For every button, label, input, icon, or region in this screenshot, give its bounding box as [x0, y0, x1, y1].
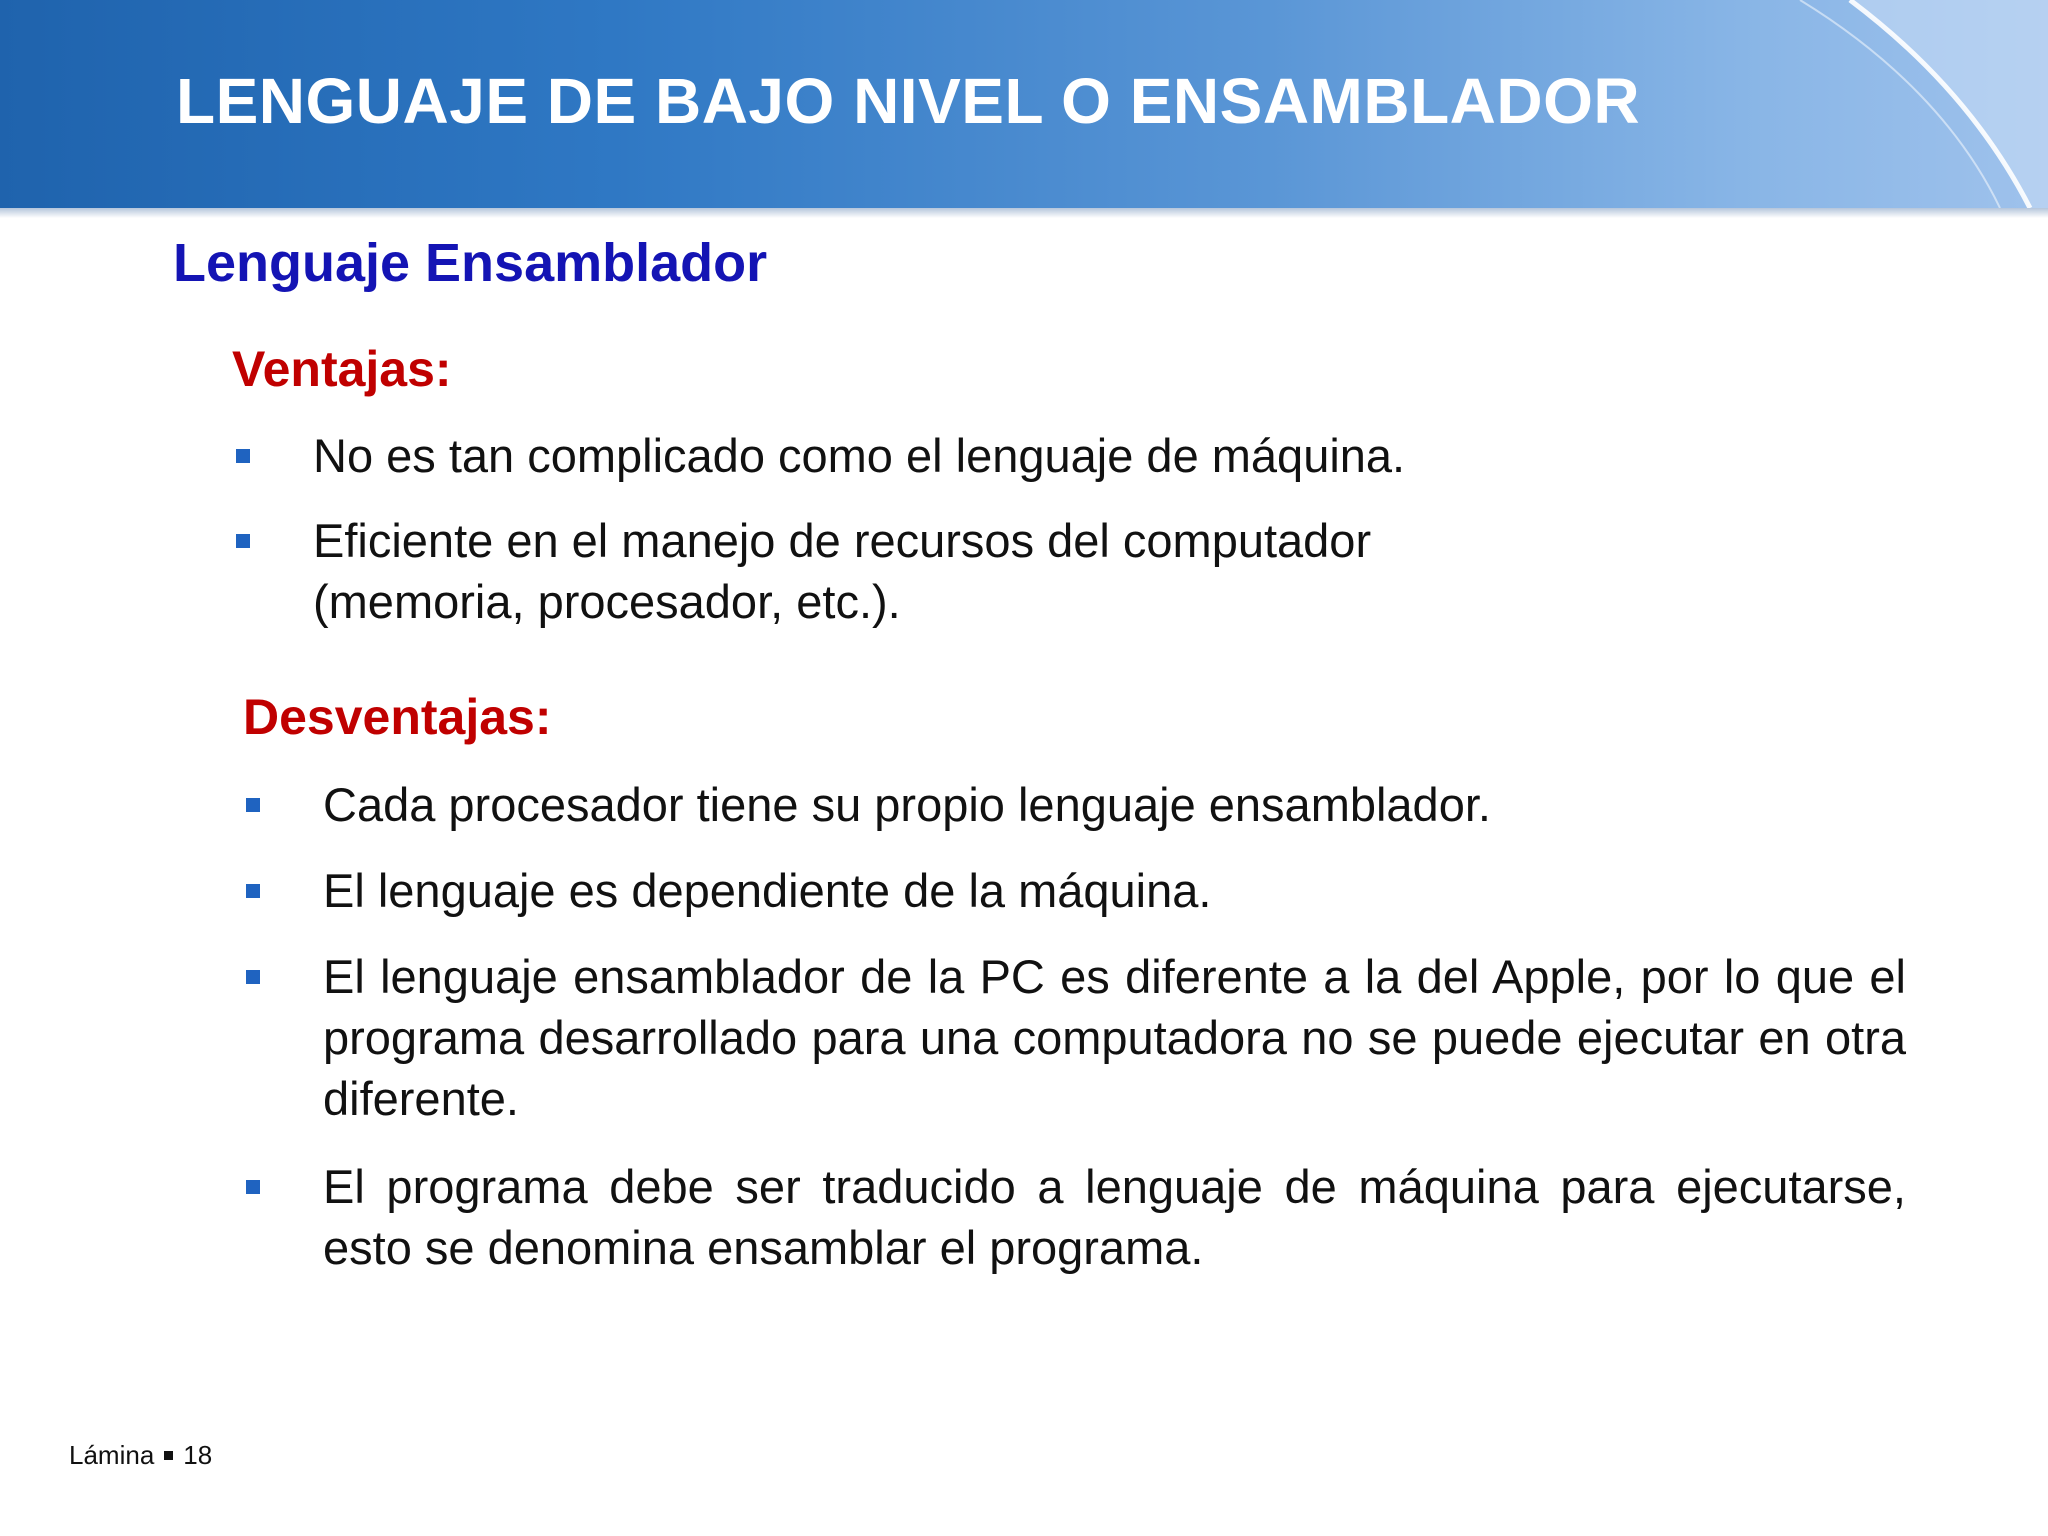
bullet-square-icon [246, 970, 260, 984]
desventajas-heading: Desventajas: [243, 689, 552, 745]
desventajas-item [246, 1156, 1906, 1278]
desventajas-item [246, 774, 1706, 835]
header-shadow [0, 208, 2048, 218]
header-band [0, 0, 2048, 208]
desventajas-item-text: Cada procesador tiene su propio lenguaje ensamblador. [323, 778, 1491, 831]
bullet-square-icon [246, 798, 260, 812]
slide-footer [69, 1440, 212, 1471]
desventajas-item [246, 946, 1906, 1129]
desventajas-item-text: El programa debe ser traducido a lenguaje de máquina para ejecutarse, esto se denomina ensamblar el programa. [323, 1160, 1906, 1274]
ventajas-item-text: Eficiente en el manejo de recursos del computador (memoria, procesador, etc.). [313, 514, 1372, 628]
desventajas-item [246, 860, 1706, 921]
bullet-square-icon [246, 884, 260, 898]
ventajas-item [236, 510, 1506, 632]
bullet-square-icon [236, 534, 250, 548]
slide-subtitle: Lenguaje Ensamblador [173, 233, 768, 293]
footer-page-number: 18 [183, 1440, 213, 1470]
ventajas-item [236, 425, 1536, 486]
ventajas-heading: Ventajas: [232, 341, 452, 397]
footer-separator-icon [164, 1451, 173, 1460]
bullet-square-icon [246, 1180, 260, 1194]
bullet-square-icon [236, 449, 250, 463]
footer-label: Lámina [69, 1440, 155, 1470]
desventajas-item-text: El lenguaje es dependiente de la máquina. [323, 864, 1212, 917]
ventajas-item-text: No es tan complicado como el lenguaje de máquina. [313, 429, 1406, 482]
desventajas-item-text: El lenguaje ensamblador de la PC es diferente a la del Apple, por lo que el programa desarrollado para una computadora no se puede ejecutar en otra diferente. [323, 950, 1906, 1125]
slide-title: LENGUAJE DE BAJO NIVEL O ENSAMBLADOR [176, 65, 1641, 137]
